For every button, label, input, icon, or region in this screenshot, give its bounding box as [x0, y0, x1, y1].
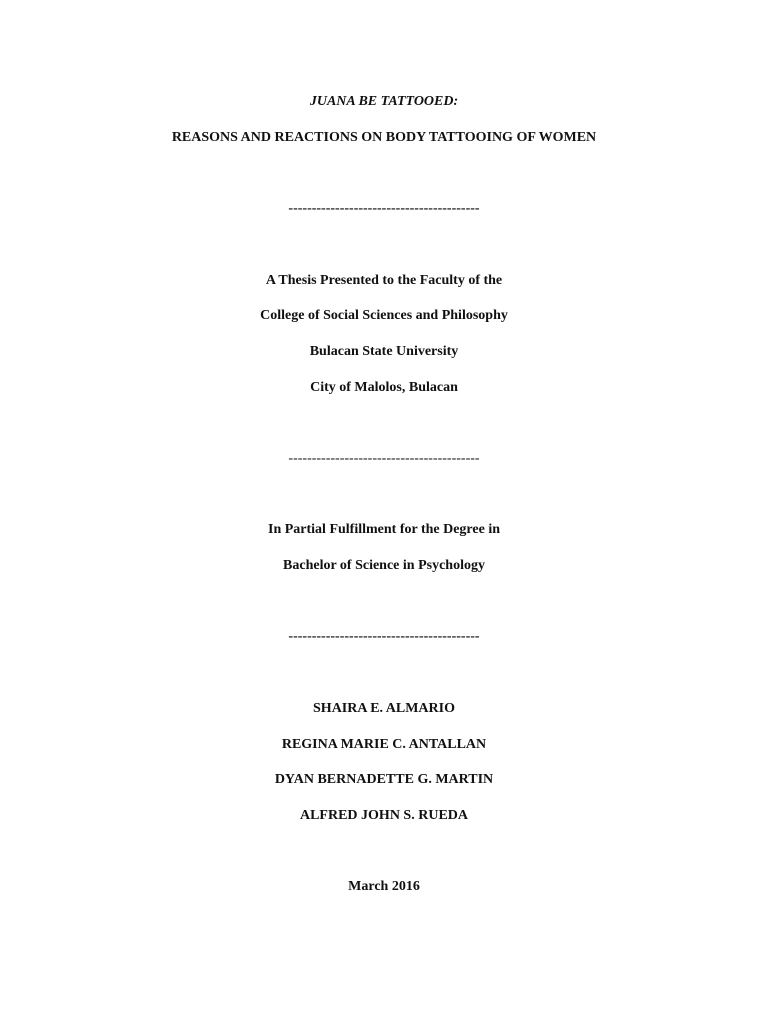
thesis-title: JUANA BE TATTOOED:	[309, 94, 459, 109]
thesis-subtitle: REASONS AND REACTIONS ON BODY TATTOOING OF WOMEN	[171, 130, 597, 145]
author-1: SHAIRA E. ALMARIO	[313, 701, 455, 716]
presentation-line-2: College of Social Sciences and Philosophy	[260, 308, 508, 323]
presentation-line-4: City of Malolos, Bulacan	[310, 380, 458, 395]
author-4: ALFRED JOHN S. RUEDA	[299, 808, 468, 823]
presentation-line-3: Bulacan State University	[309, 344, 459, 359]
separator-2: -----------------------------------------	[288, 451, 480, 466]
fulfillment-line-2: Bachelor of Science in Psychology	[283, 558, 485, 573]
submission-date: March 2016	[348, 879, 420, 894]
author-2: REGINA MARIE C. ANTALLAN	[281, 737, 487, 752]
presentation-line-1: A Thesis Presented to the Faculty of the	[265, 273, 503, 288]
fulfillment-line-1: In Partial Fulfillment for the Degree in	[268, 522, 500, 537]
author-3: DYAN BERNADETTE G. MARTIN	[274, 772, 494, 787]
separator-1: -----------------------------------------	[288, 201, 480, 216]
separator-3: -----------------------------------------	[288, 629, 480, 644]
